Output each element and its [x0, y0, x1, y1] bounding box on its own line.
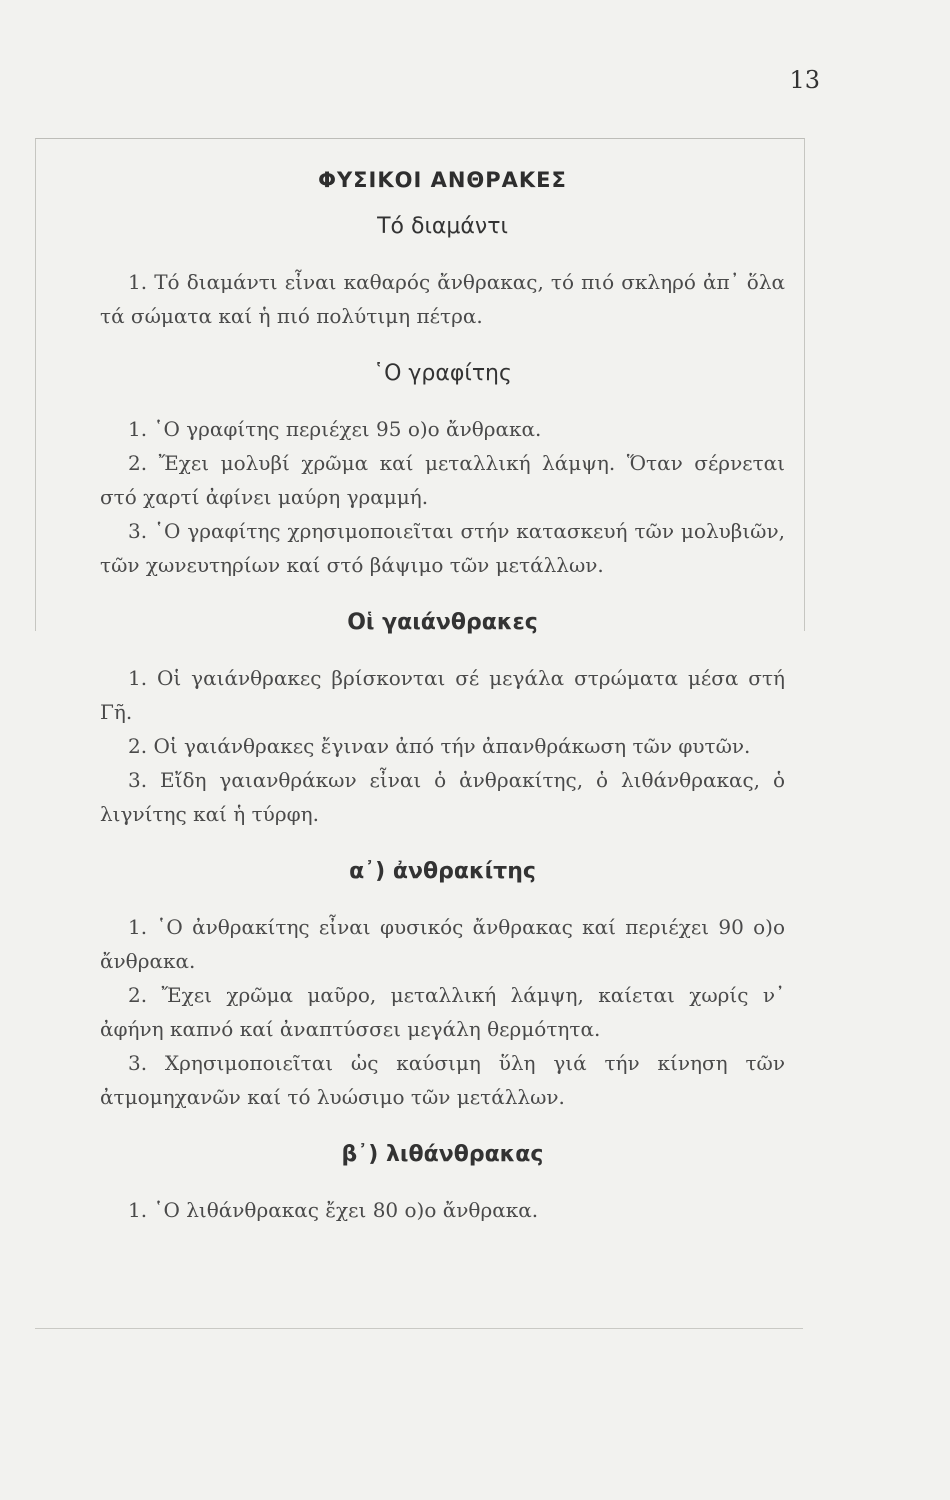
- paragraph: 2. Οἱ γαιάνθρακες ἔγιναν ἀπό τήν ἀπανθράκωση τῶν φυτῶν.: [128, 734, 751, 758]
- section-heading: Τό διαμάντι: [377, 214, 508, 239]
- paragraph: 3. Χρησιμοποιεῖται ὡς καύσιμη ὕλη γιά τήν κίνηση τῶν ἀτμομηχανῶν καί τό λυώσιμο τῶν μετάλλων.: [100, 1051, 785, 1109]
- section-coals: [100, 610, 785, 831]
- page-number: 13: [789, 66, 820, 94]
- paragraph: 2. Ἔχει μολυβί χρῶμα καί μεταλλική λάμψη. Ὅταν σέρνεται στό χαρτί ἀφίνει μαύρη γραμμή.: [100, 451, 785, 509]
- section-heading: β᾽) λιθάνθρακας: [341, 1142, 544, 1167]
- section-heading: Οἱ γαιάνθρακες: [347, 610, 538, 635]
- paragraph: 1. Τό διαμάντι εἶναι καθαρός ἄνθρακας, τό πιό σκληρό ἀπ᾽ ὅλα τά σώματα καί ἡ πιό πολύτιμη πέτρα.: [100, 270, 785, 328]
- frame-bottom-rule: [35, 1328, 803, 1329]
- section-heading: α᾽) ἀνθρακίτης: [349, 859, 536, 884]
- paragraph: 1. ῾Ο λιθάνθρακας ἔχει 80 ο)ο ἄνθρακα.: [128, 1198, 539, 1222]
- section-diamond: [100, 214, 785, 333]
- section-heading: ῾Ο γραφίτης: [373, 361, 512, 386]
- paragraph: 1. ῾Ο ἀνθρακίτης εἶναι φυσικός ἄνθρακας καί περιέχει 90 ο)ο ἄνθρακα.: [100, 915, 785, 973]
- section-graphite: [100, 361, 785, 582]
- page-content: [100, 168, 785, 1255]
- paragraph: 1. Οἱ γαιάνθρακες βρίσκονται σέ μεγάλα στρώματα μέσα στή Γῆ.: [100, 666, 785, 724]
- section-anthracite: [100, 859, 785, 1114]
- section-bituminous-coal: [100, 1142, 785, 1227]
- paragraph: 3. Εἴδη γαιανθράκων εἶναι ὁ ἀνθρακίτης, ὁ λιθάνθρακας, ὁ λιγνίτης καί ἡ τύρφη.: [100, 768, 785, 826]
- paragraph: 3. ῾Ο γραφίτης χρησιμοποιεῖται στήν κατασκευή τῶν μολυβιῶν, τῶν χωνευτηρίων καί στό βάψιμο τῶν μετάλλων.: [100, 519, 785, 577]
- paragraph: 1. ῾Ο γραφίτης περιέχει 95 ο)ο ἄνθρακα.: [128, 417, 542, 441]
- paragraph: 2. Ἔχει χρῶμα μαῦρο, μεταλλική λάμψη, καίεται χωρίς ν᾽ ἀφήνη καπνό καί ἀναπτύσσει μεγάλη θερμότητα.: [100, 983, 785, 1041]
- page-title: ΦΥΣΙΚΟΙ ΑΝΘΡΑΚΕΣ: [318, 168, 567, 192]
